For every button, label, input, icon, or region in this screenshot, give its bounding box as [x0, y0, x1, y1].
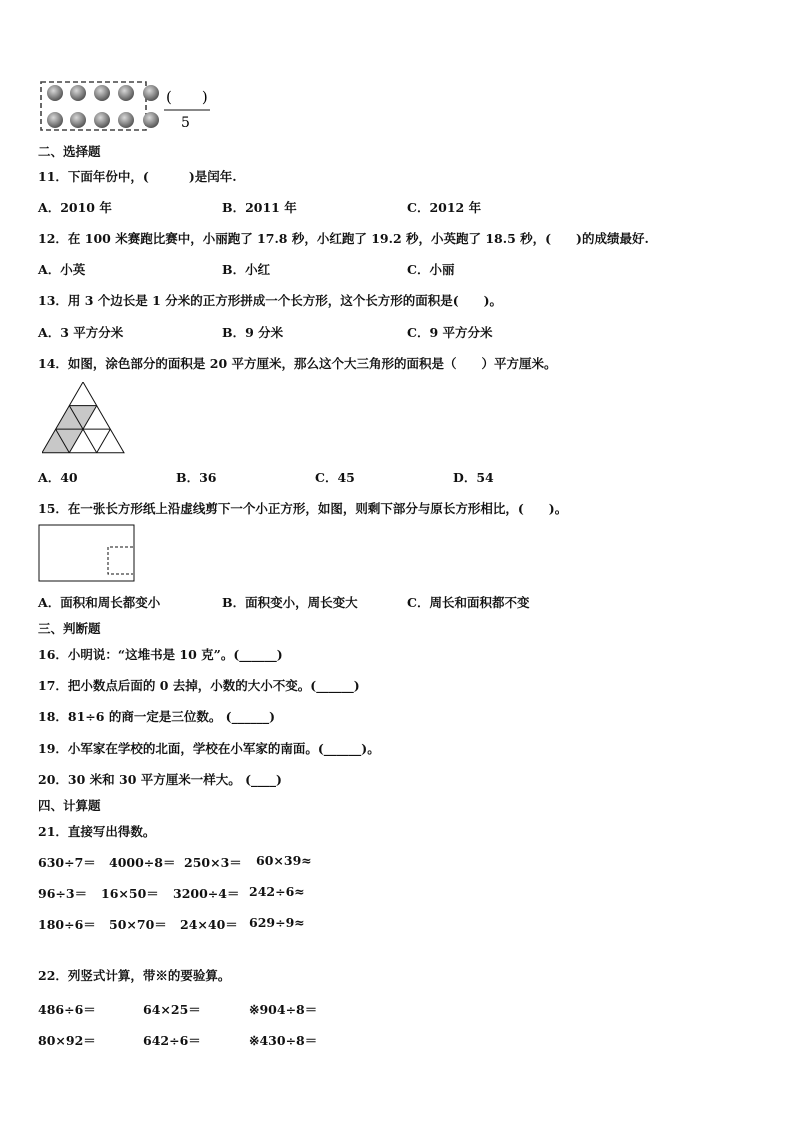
dot — [118, 112, 134, 128]
q13-option-b[interactable]: B．9 分米 — [222, 325, 284, 340]
dot — [118, 85, 134, 101]
q11-option-b[interactable]: B．2011 年 — [222, 200, 297, 215]
calc-item: 642÷6＝ — [143, 1033, 201, 1048]
q14-option-a[interactable]: A．40 — [38, 470, 78, 485]
rectangle-svg — [38, 524, 136, 584]
calc-item: 250×3＝ — [184, 855, 242, 870]
calc-item: 180÷6＝ — [38, 917, 96, 932]
paper-rectangle — [39, 525, 134, 581]
triangle-svg — [42, 382, 126, 454]
dot — [94, 85, 110, 101]
calc-item: 64×25＝ — [143, 1002, 201, 1017]
q15-option-c[interactable]: C．周长和面积都不变 — [407, 595, 530, 610]
dots-row-1 — [47, 85, 159, 101]
calc-item: 96÷3＝ — [38, 886, 88, 901]
fraction-denominator: 5 — [181, 115, 190, 131]
q12-option-b[interactable]: B．小红 — [222, 262, 271, 277]
q12-option-c[interactable]: C．小丽 — [407, 262, 455, 277]
section-heading-calc: 四、计算题 — [38, 798, 101, 813]
question-11-pre: 11．下面年份中，( — [38, 169, 149, 184]
dot — [47, 85, 63, 101]
calc-item: 629÷9≈ — [249, 915, 305, 930]
dots-row-2 — [47, 112, 159, 128]
dot — [143, 112, 159, 128]
question-11-post: )是闰年. — [188, 169, 237, 184]
rectangle-figure — [38, 524, 136, 584]
q11-option-a[interactable]: A．2010 年 — [38, 200, 112, 215]
triangle-figure — [42, 382, 126, 454]
q14-option-b[interactable]: B．36 — [176, 470, 217, 485]
dot — [47, 112, 63, 128]
calc-item: 4000÷8＝ — [109, 855, 176, 870]
question-20: 20．30 米和 30 平方厘米一样大。 (____) — [38, 772, 282, 787]
question-14: 14．如图，涂色部分的面积是 20 平方厘米，那么这个大三角形的面积是（ ）平方厘米。 — [38, 356, 557, 371]
fraction-numerator: ( ) — [166, 88, 208, 106]
calc-item: 3200÷4＝ — [173, 886, 240, 901]
calc-item: 486÷6＝ — [38, 1002, 96, 1017]
calc-item: 16×50＝ — [101, 886, 159, 901]
dot — [94, 112, 110, 128]
q11-option-c[interactable]: C．2012 年 — [407, 200, 482, 215]
calc-item: 24×40＝ — [180, 917, 238, 932]
calc-item: 630÷7＝ — [38, 855, 96, 870]
q15-option-a[interactable]: A．面积和周长都变小 — [38, 595, 161, 610]
q12-option-a[interactable]: A．小英 — [38, 262, 86, 277]
section-heading-choice: 二、选择题 — [38, 144, 101, 159]
question-19: 19．小军家在学校的北面，学校在小军家的南面。(______)。 — [38, 741, 380, 756]
question-16: 16．小明说：“这堆书是 10 克”。(______) — [38, 647, 283, 662]
question-17: 17．把小数点后面的 0 去掉，小数的大小不变。(______) — [38, 678, 360, 693]
dots-svg — [38, 80, 218, 134]
q13-option-c[interactable]: C．9 平方分米 — [407, 325, 493, 340]
dots-figure — [38, 80, 218, 134]
question-21-title: 21．直接写出得数。 — [38, 824, 156, 839]
calc-item: 50×70＝ — [109, 917, 167, 932]
calc-item: 80×92＝ — [38, 1033, 96, 1048]
question-12: 12．在 100 米赛跑比赛中，小丽跑了 17.8 秒，小红跑了 19.2 秒，小英跑了 18.5 秒，( )的成绩最好. — [38, 231, 649, 246]
section-heading-judge: 三、判断题 — [38, 621, 101, 636]
question-22-title: 22．列竖式计算，带※的要验算。 — [38, 968, 231, 983]
question-18: 18．81÷6 的商一定是三位数。 (______) — [38, 709, 275, 724]
dot — [70, 85, 86, 101]
calc-item: 60×39≈ — [256, 853, 312, 868]
question-11 — [38, 167, 237, 185]
calc-item: ※904÷8＝ — [249, 1002, 318, 1017]
dot — [70, 112, 86, 128]
calc-item: ※430÷8＝ — [249, 1033, 318, 1048]
calc-item: 242÷6≈ — [249, 884, 305, 899]
q13-option-a[interactable]: A．3 平方分米 — [38, 325, 124, 340]
question-13: 13．用 3 个边长是 1 分米的正方形拼成一个长方形，这个长方形的面积是( )。 — [38, 293, 503, 308]
q14-option-d[interactable]: D．54 — [453, 470, 494, 485]
dot — [143, 85, 159, 101]
q15-option-b[interactable]: B．面积变小，周长变大 — [222, 595, 358, 610]
dashed-cut-square — [108, 547, 133, 574]
question-15: 15．在一张长方形纸上沿虚线剪下一个小正方形，如图，则剩下部分与原长方形相比，( )。 — [38, 501, 568, 516]
q14-option-c[interactable]: C．45 — [315, 470, 355, 485]
